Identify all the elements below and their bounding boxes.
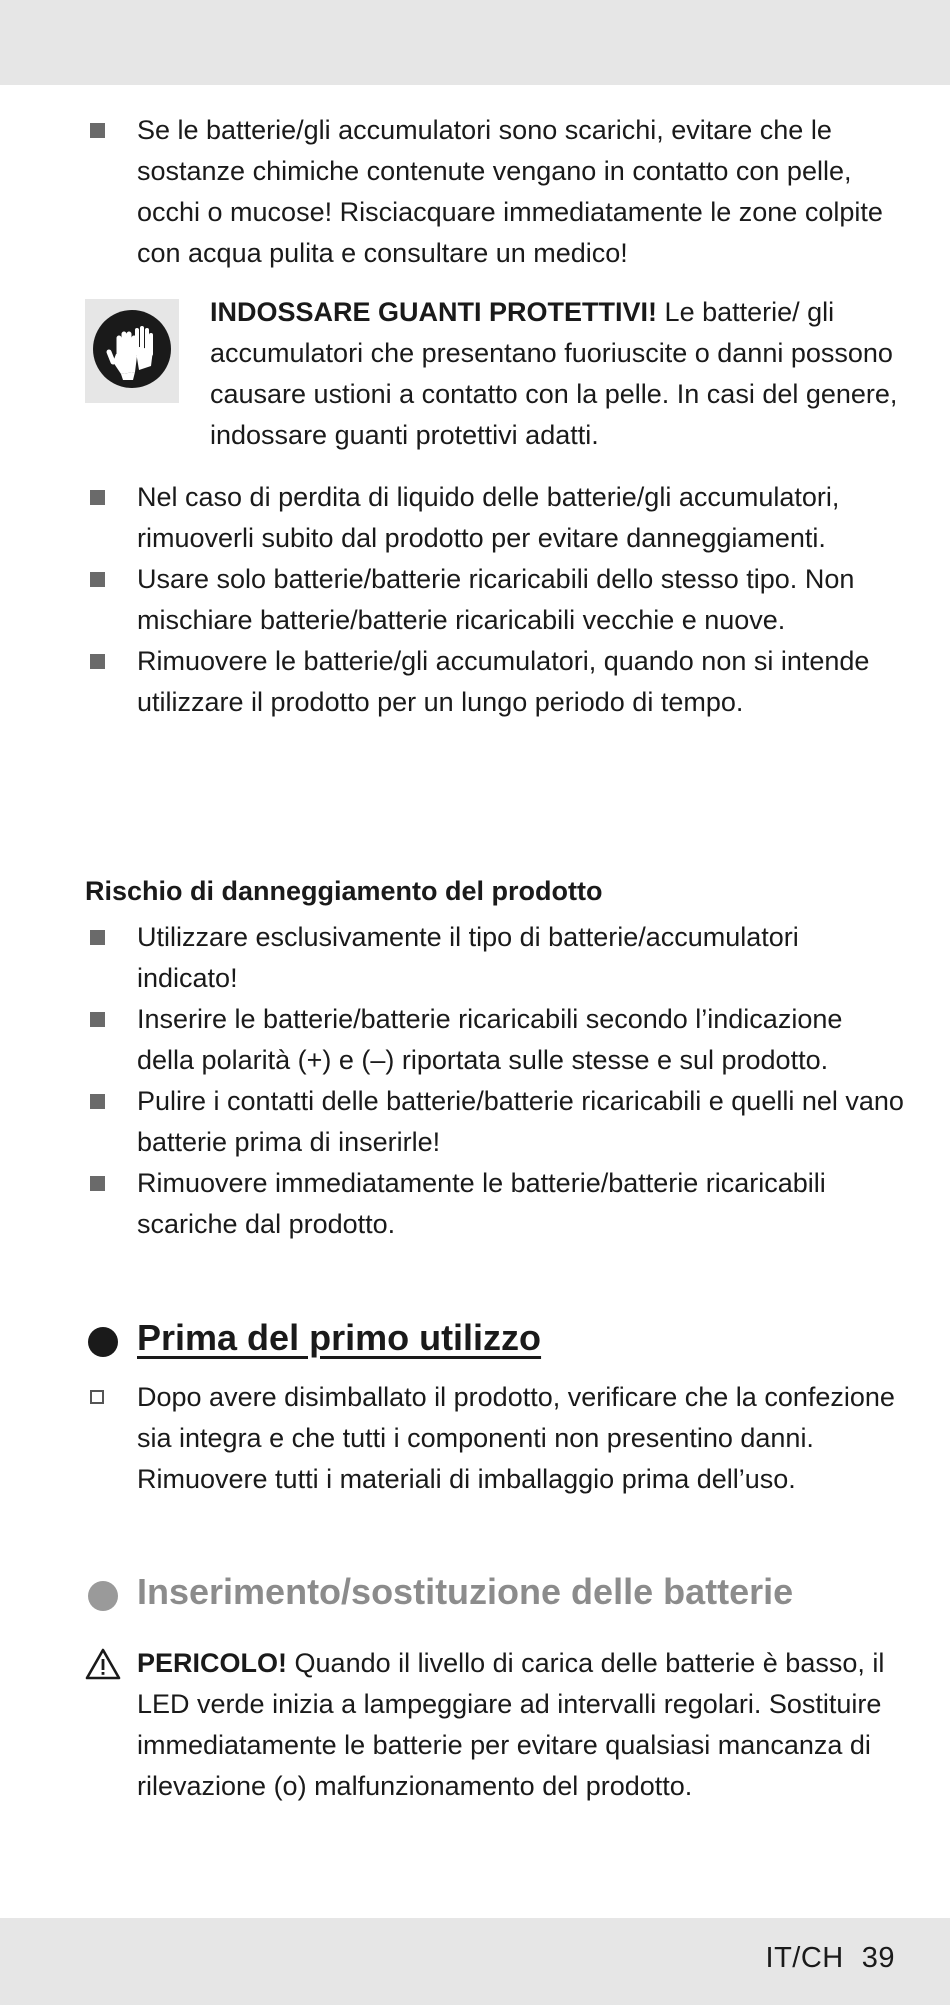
footer-language: IT/CH [765,1942,844,1974]
square-bullet-icon [90,1176,105,1191]
list-item-text: Rimuovere immediatamente le batterie/batterie ricaricabili scariche dal prodotto. [137,1168,826,1239]
square-bullet-icon [90,123,105,138]
bullet-list-top [85,110,905,274]
square-bullet-icon [90,1012,105,1027]
list-item [85,1377,905,1500]
square-bullet-icon [90,490,105,505]
list-item-text: Pulire i contatti delle batterie/batterie ricaricabili e quelli nel vano batterie prima di inserirle! [137,1086,904,1157]
danger-warning [85,1643,915,1807]
list-item-text: Inserire le batterie/batterie ricaricabili secondo l’indicazione della polarità (+) e (–) riportata sulle stesse e sul prodotto. [137,1004,843,1075]
gloves-text: Le batterie/ gli accumulatori che presentano fuoriuscite o danni possono causare ustioni a contatto con la pelle. In casi del genere, indossare guanti protettivi adatti. [210,297,898,450]
bullet-list-middle [85,477,905,723]
top-bar [0,0,950,85]
gloves-heading: INDOSSARE GUANTI PROTETTIVI! [210,297,658,327]
list-item [85,477,905,559]
square-bullet-icon [90,930,105,945]
list-item-text: Rimuovere le batterie/gli accumulatori, quando non si intende utilizzare il prodotto per un lungo periodo di tempo. [137,646,870,717]
warning-triangle-icon [85,1647,121,1681]
page-number: 39 [861,1942,895,1974]
list-item [85,1081,905,1163]
list-item [85,999,905,1081]
section-bullet-icon [88,1327,118,1357]
list-item-text: Nel caso di perdita di liquido delle batterie/gli accumulatori, rimuoverli subito dal prodotto per evitare danneggiamenti. [137,482,840,553]
section-title-battery-replacement: Inserimento/sostituzione delle batterie [137,1571,794,1612]
list-item [85,917,905,999]
list-item [85,559,905,641]
risk-list [85,917,905,1245]
section-title-first-use: Prima del primo utilizzo [137,1317,542,1358]
gloves-notice [210,292,910,456]
warning-label: PERICOLO! [137,1648,288,1678]
page-footer [766,1942,895,1975]
list-item-text: Usare solo batterie/batterie ricaricabili dello stesso tipo. Non mischiare batterie/batterie ricaricabili vecchie e nuove. [137,564,855,635]
square-bullet-icon [90,1094,105,1109]
protective-gloves-icon [85,299,179,403]
list-item-text: Se le batterie/gli accumulatori sono scarichi, evitare che le sostanze chimiche contenute vengano in contatto con pelle, occhi o mucose! Risciacquare immediatamente le zone colpite con acqua pulita e consultare un medico! [137,115,883,268]
warning-text: Quando il livello di carica delle batterie è basso, il LED verde inizia a lampeggiare ad intervalli regolari. Sostituire immediatamente le batterie per evitare qualsiasi mancanza di rilevazione (o) malfunzionamento del prodotto. [137,1648,885,1801]
gloves-circle [93,310,171,388]
list-item-text: Dopo avere disimballato il prodotto, verificare che la confezione sia integra e che tutti i componenti non presentino danni. Rimuovere tutti i materiali di imballaggio prima dell’uso. [137,1382,895,1494]
list-item [85,641,905,723]
risk-heading: Rischio di danneggiamento del prodotto [85,876,603,906]
list-item [85,1163,905,1245]
square-bullet-icon [90,654,105,669]
glove-icon [93,310,171,388]
list-item-text: Utilizzare esclusivamente il tipo di batterie/accumulatori indicato! [137,922,799,993]
section-bullet-icon [88,1581,118,1611]
square-bullet-icon [90,572,105,587]
list-item [85,110,905,274]
first-use-list [85,1377,905,1500]
checkbox-square-icon [90,1390,104,1404]
